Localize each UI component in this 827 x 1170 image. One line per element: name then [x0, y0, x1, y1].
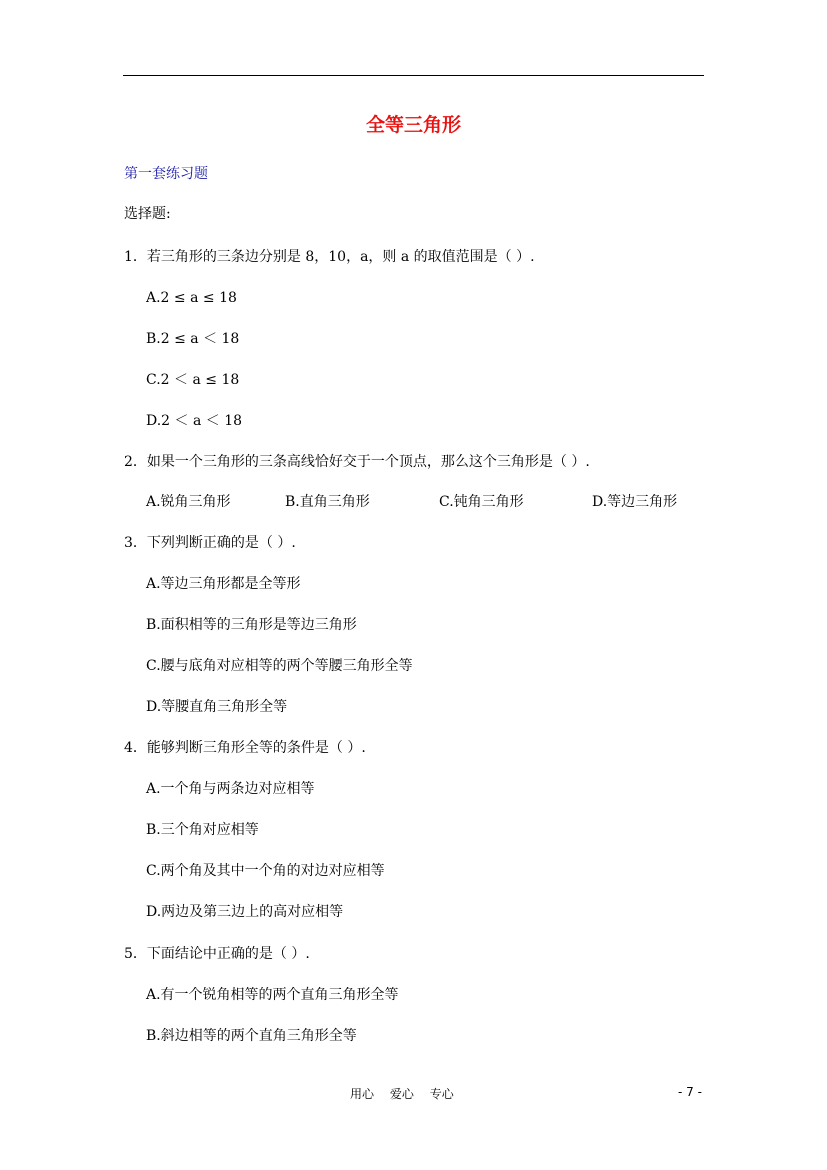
q4-option-b: B.三个角对应相等 — [146, 822, 259, 838]
q3-option-d: D.等腰直角三角形全等 — [146, 699, 288, 715]
question-1: 1．若三角形的三条边分别是 8，10，a，则 a 的取值范围是（ ）. — [124, 249, 535, 265]
footer-item: 爱心 — [389, 1087, 414, 1101]
q2-option-c: C.钝角三角形 — [439, 494, 524, 510]
page-number: - 7 - — [678, 1085, 702, 1099]
q2-option-b: B.直角三角形 — [285, 494, 370, 510]
question-2: 2．如果一个三角形的三条高线恰好交于一个顶点，那么这个三角形是（ ）. — [124, 454, 590, 470]
question-3: 3．下列判断正确的是（ ）. — [124, 535, 296, 551]
header-rule — [123, 75, 704, 76]
footer-item: 用心 — [350, 1087, 375, 1101]
q4-option-c: C.两个角及其中一个角的对边对应相等 — [146, 863, 385, 879]
q4-option-d: D.两边及第三边上的高对应相等 — [146, 904, 344, 920]
q3-option-c: C.腰与底角对应相等的两个等腰三角形全等 — [146, 658, 413, 674]
page-title: 全等三角形 — [365, 114, 461, 136]
q3-option-b: B.面积相等的三角形是等边三角形 — [146, 617, 357, 633]
q3-option-a: A.等边三角形都是全等形 — [146, 576, 301, 592]
footer-item: 专心 — [429, 1087, 454, 1101]
question-4: 4．能够判断三角形全等的条件是（ ）. — [124, 740, 366, 756]
q2-option-a: A.锐角三角形 — [146, 494, 231, 510]
q1-option-d: D.2 ＜ a ＜ 18 — [146, 413, 243, 429]
q4-option-a: A.一个角与两条边对应相等 — [146, 781, 315, 797]
q5-option-a: A.有一个锐角相等的两个直角三角形全等 — [146, 987, 399, 1003]
q1-option-b: B.2 ≤ a ＜ 18 — [146, 331, 240, 347]
question-5: 5．下面结论中正确的是（ ）. — [124, 946, 310, 962]
q1-option-c: C.2 ＜ a ≤ 18 — [146, 372, 240, 388]
exercise-set-title: 第一套练习题 — [124, 166, 208, 182]
footer-motto — [350, 1085, 466, 1102]
q5-option-b: B.斜边相等的两个直角三角形全等 — [146, 1028, 357, 1044]
section-heading: 选择题: — [124, 206, 171, 222]
q1-option-a: A.2 ≤ a ≤ 18 — [146, 290, 237, 306]
q2-option-d: D.等边三角形 — [592, 494, 678, 510]
